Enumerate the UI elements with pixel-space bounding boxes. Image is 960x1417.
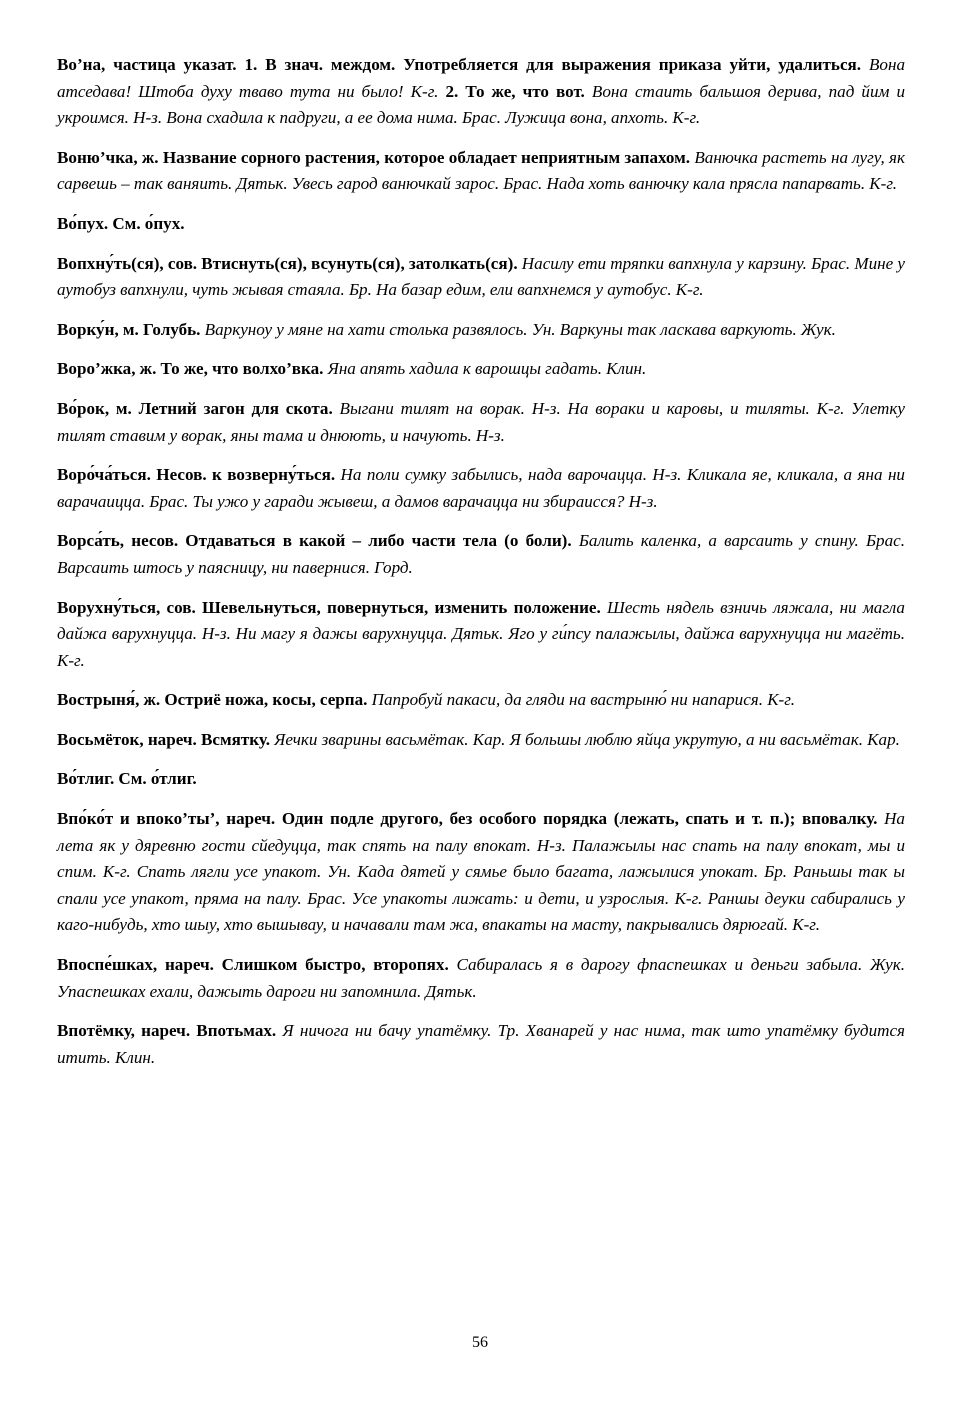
- dictionary-entry: [57, 211, 905, 238]
- dictionary-entry: [57, 251, 905, 304]
- entry-example: Яна апять хадила к варошцы гадать. Клин.: [327, 359, 647, 379]
- entry-example: Яечки зварины васьмётак. Кар. Я большы люблю яйца укрутую, а ни васьмётак. Кар.: [274, 729, 900, 749]
- dictionary-entry: [57, 462, 905, 515]
- entry-headword: Во́тлиг. См. о́тлиг.: [57, 769, 197, 789]
- entry-headword: Воро’жка, ж. То же, что волхо’вка.: [57, 359, 324, 379]
- entry-example-sense2: Вона стаить бальшоя дерива, пад йим и укроимся. Н-з. Вона схадила к падруги, а ее дома нима. Брас. Лужица вона, апхоть. К-г.: [57, 81, 905, 128]
- entry-example: Варкуноу у мяне на хати столька развялось. Ун. Варкуны так ласкава варкують. Жук.: [204, 319, 836, 339]
- dictionary-entry: [57, 952, 905, 1005]
- entry-headword: Впотёмку, нареч. Впотьмах.: [57, 1021, 277, 1041]
- dictionary-entry: [57, 595, 905, 675]
- dictionary-entry: [57, 145, 905, 198]
- entry-example: Я ничога ни бачу упатёмку. Тр. Хванарей у нас нима, так што упатёмку будится итить. Клин.: [57, 1021, 905, 1067]
- entry-headword-sense2: 2. То же, что вот.: [445, 81, 585, 101]
- entry-headword: Во́пух. См. о́пух.: [57, 213, 185, 233]
- dictionary-entry: [57, 1018, 905, 1071]
- dictionary-entry: [57, 727, 905, 754]
- entry-example: На лета як у дяревню гости сйедуцца, так спять на палу впокат. Н-з. Палажылы нас спать на палу впокат, мы и спим. К-г. Спать лягли усе упакот. Ун. Када дятей у сямье было багата, лажылися упокат. Бр. Раньшы так ы спали усе упакот, пряма на палу. Брас. Усе упакоты лижать: и дети, и узрослыя. К-г. Раншы деуки сабирались у каго-нибудь, хто шыу, хто вышывау, и начавали там жа, впакаты на масту, пакрывались дярюгай. К-г.: [57, 809, 905, 935]
- entry-headword: Восьмёток, нареч. Всмятку.: [57, 729, 270, 749]
- entry-headword: Во́рок, м. Летний загон для скота.: [57, 398, 333, 418]
- entry-example: Насилу ети тряпки вапхнула у карзину. Брас. Мине у аутобуз вапхнули, чуть жывая стаяла. Бр. На базар едим, ели вапхнемся у аутобус. К-г.: [57, 253, 905, 300]
- entry-headword: Воню’чка, ж. Название сорного растения, которое обладает неприятным запахом.: [57, 147, 691, 167]
- entry-example: Балить каленка, а варсаить у спину. Брас. Варсаить штось у паясницу, ни павернися. Горд.: [57, 531, 905, 577]
- dictionary-entry: [57, 528, 905, 581]
- entry-headword: Вострыня́, ж. Остриё ножа, косы, серпа.: [57, 690, 368, 710]
- dictionary-entry: [57, 806, 905, 939]
- page-number: 56: [472, 1334, 488, 1351]
- entry-headword: Воро́ча́ться. Несов. к возверну́ться.: [57, 465, 336, 485]
- entry-headword: Ворухну́ться, сов. Шевельнуться, повернуться, изменить положение.: [57, 597, 601, 617]
- entry-headword: Ворку́н, м. Голубь.: [57, 319, 201, 339]
- entry-example: Выгани тилят на ворак. Н-з. На вораки и каровы, и тиляты. К-г. Улетку тилят ставим у ворак, яны тама и днюють, и начують. Н-з.: [57, 398, 905, 445]
- entry-example: На поли сумку забылись, нада варочацца. Н-з. Кликала яе, кликала, а яна ни варачаицца. Брас. Ты ужо у гаради жывеш, а дамов варачацца ни збираисся? Н-з.: [57, 465, 905, 511]
- entry-example: Ванючка растеть на лугу, як сарвешь – так ваняить. Дятьк. Увесь гарод ванючкай зарос. Брас. Нада хоть ванючку кала прясла папарвать. К-г.: [57, 147, 905, 194]
- dictionary-entry: [57, 396, 905, 449]
- entry-headword: Вопхну́ть(ся), сов. Втиснуть(ся), всунуть(ся), затолкать(ся).: [57, 253, 518, 273]
- entry-example: Папробуй пакаси, да гляди на вастрыню́ ни напарися. К-г.: [371, 690, 795, 710]
- entry-list: [57, 52, 905, 1071]
- dictionary-entry: [57, 766, 905, 793]
- dictionary-entry: [57, 52, 905, 132]
- entry-headword: Во’на, частица указат. 1. В знач. междом. Употребляется для выражения приказа уйти, удалиться.: [57, 55, 862, 74]
- entry-example: Шесть нядель взничь ляжала, ни магла дайжа варухнуцца. Н-з. Ни магу я дажы варухнуцца. Дятьк. Яго у ги́псу палажылы, дайжа варухнуцца ни магёть. К-г.: [57, 597, 905, 670]
- entry-example: Вона атседава! Штоба духу тваво тута ни было! К-г.: [57, 55, 905, 101]
- entry-example: Сабиралась я в дарогу фпаспешках и деньги забыла. Жук. Упаспешках ехали, дажыть дароги ни запомнила. Дятьк.: [57, 955, 905, 1001]
- entry-headword: Ворса́ть, несов. Отдаваться в какой – либо части тела (о боли).: [57, 531, 572, 551]
- dictionary-entry: [57, 687, 905, 714]
- entry-headword: Впоспе́шках, нареч. Слишком быстро, второпях.: [57, 955, 449, 975]
- entry-headword: Впо́ко́т и впоко’ты’, нареч. Один подле другого, без особого порядка (лежать, спать и т. п.); вповалку.: [57, 809, 878, 829]
- dictionary-entry: [57, 317, 905, 344]
- dictionary-entry: [57, 356, 905, 383]
